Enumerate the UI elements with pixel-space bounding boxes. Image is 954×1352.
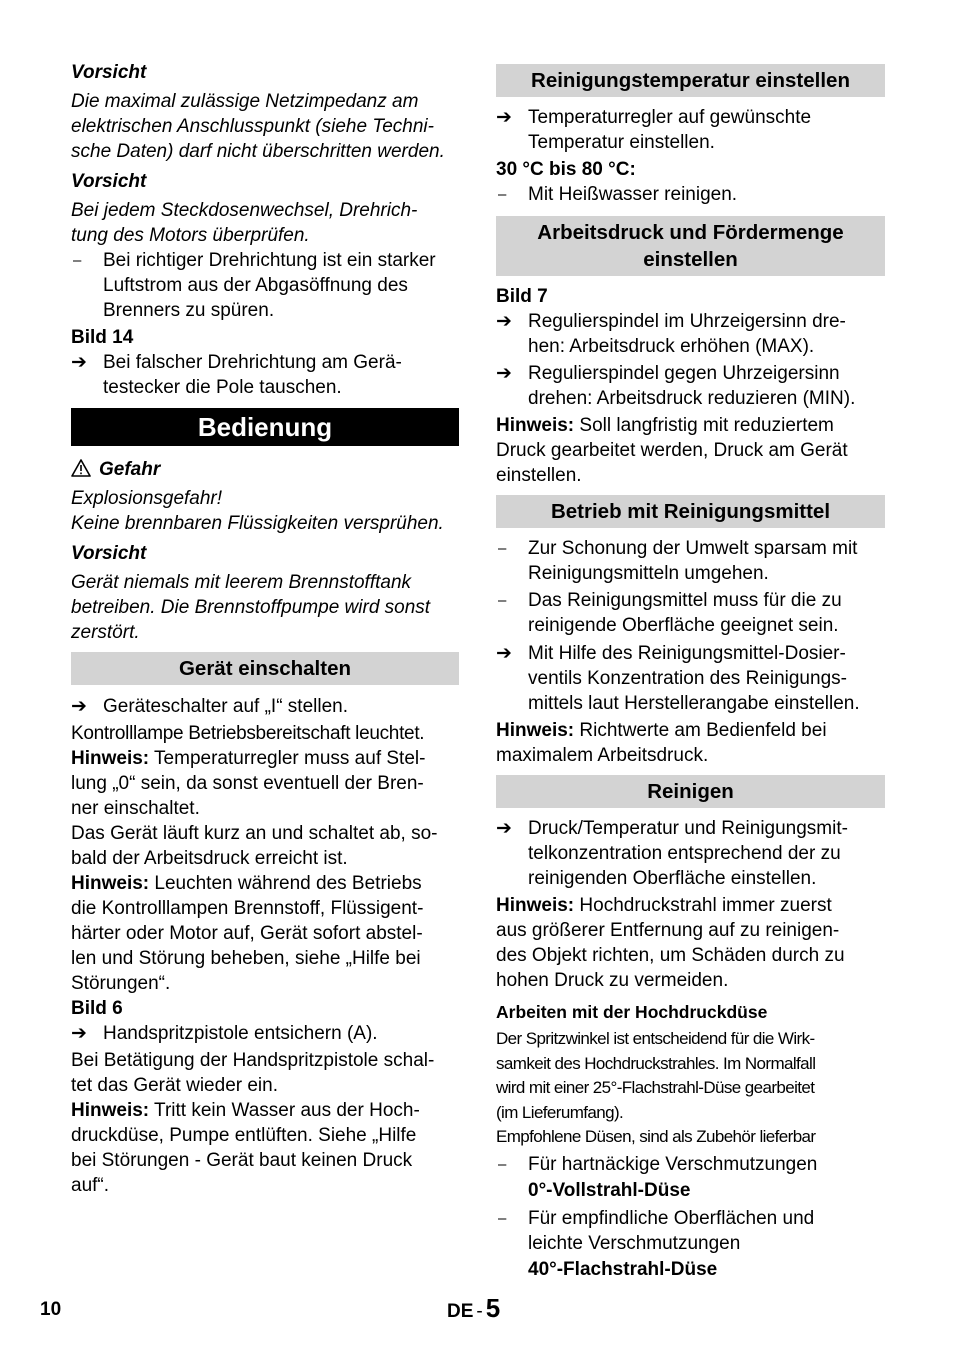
language-page-label: DE - 5 [447,1293,501,1323]
arrow-icon: ➔ [496,643,512,664]
dash-bullet: – [73,252,82,269]
caution-heading: Vorsicht [71,543,147,564]
danger-heading: Gefahr [71,457,160,482]
arrow-icon: ➔ [496,107,512,128]
danger-text: Explosionsgefahr! Keine brennbaren Flüssigkeiten versprühen. [71,488,444,534]
arrow-icon: ➔ [496,818,512,839]
paragraph: Bei Betätigung der Handspritzpistole schal- tet das Gerät wieder ein. [71,1050,435,1096]
small-paragraph: Der Spritzwinkel ist entscheidend für die Wirk- samkeit des Hochdruckstrahles. Im Normalfall wird mit einer 25°-Flachstrahl-Düse gearbeitet (im Lieferumfang). Empfohlene Düsen, sind als Zubehör lieferbar [496,1029,816,1146]
paragraph: Das Gerät läuft kurz an und schaltet ab, so- bald der Arbeitsdruck erreicht ist. [71,823,438,869]
subsection-heading: Reinigen [496,775,885,808]
page-number: 10 [40,1299,62,1320]
dash-bullet: – [498,1210,507,1227]
temperature-range-label: 30 °C bis 80 °C: [496,159,636,180]
caution-text: Bei jedem Steckdosenwechsel, Drehrich- tung des Motors überprüfen. [71,200,418,246]
caution-text: Gerät niemals mit leerem Brennstofftank betreiben. Die Brennstoffpumpe wird sonst zerstört. [71,572,431,643]
caution-heading: Vorsicht [71,171,147,192]
sub-heading: Arbeiten mit der Hochdruckdüse [496,1002,768,1022]
caution-text: Die maximal zulässige Netzimpedanz am elektrischen Anschlusspunkt (siehe Techni- sche Daten) darf nicht überschritten werden. [71,91,445,162]
note-paragraph: Hinweis: Tritt kein Wasser aus der Hoch- druckdüse, Pumpe entlüften. Siehe „Hilfe bei Störungen - Gerät baut keinen Druck auf“. [71,1100,420,1196]
arrow-icon: ➔ [496,311,512,332]
subsection-heading: Betrieb mit Reinigungsmittel [496,495,885,528]
note-paragraph: Hinweis: Leuchten während des Betriebs die Kontrolllampen Brennstoff, Flüssigent- härter oder Motor auf, Gerät sofort abstel- len und Störung beheben, siehe „Hilfe bei Störungen“. [71,873,424,994]
subsection-heading: Gerät einschalten [71,652,459,685]
figure-reference: Bild 6 [71,998,123,1019]
dash-bullet: – [498,186,507,203]
note-paragraph: Hinweis: Temperaturregler muss auf Stel- lung „0“ sein, da sonst eventuell der Bren- ner einschaltet. [71,748,426,819]
note-paragraph: Hinweis: Hochdruckstrahl immer zuerst aus größerer Entfernung auf zu reinigen- des Objekt richten, um Schäden durch zu hohen Druck zu vermeiden. [496,895,845,991]
subsection-heading: Arbeitsdruck und Fördermenge einstellen [496,216,885,276]
dash-bullet: – [498,540,507,557]
arrow-icon: ➔ [71,352,87,373]
paragraph: Kontrolllampe Betriebsbereitschaft leuchtet. [71,723,425,744]
arrow-icon: ➔ [71,1023,87,1044]
dash-bullet: – [498,592,507,609]
section-title: Bedienung [71,408,459,446]
warning-triangle-icon [71,459,91,477]
figure-reference: Bild 14 [71,327,134,348]
note-paragraph: Hinweis: Soll langfristig mit reduziertem Druck gearbeitet werden, Druck am Gerät einstellen. [496,415,848,486]
arrow-icon: ➔ [496,363,512,384]
arrow-icon: ➔ [71,696,87,717]
figure-reference: Bild 7 [496,286,548,307]
caution-heading: Vorsicht [71,62,147,83]
note-paragraph: Hinweis: Richtwerte am Bedienfeld bei maximalem Arbeitsdruck. [496,720,827,766]
dash-bullet: – [498,1156,507,1173]
subsection-heading: Reinigungstemperatur einstellen [496,64,885,97]
